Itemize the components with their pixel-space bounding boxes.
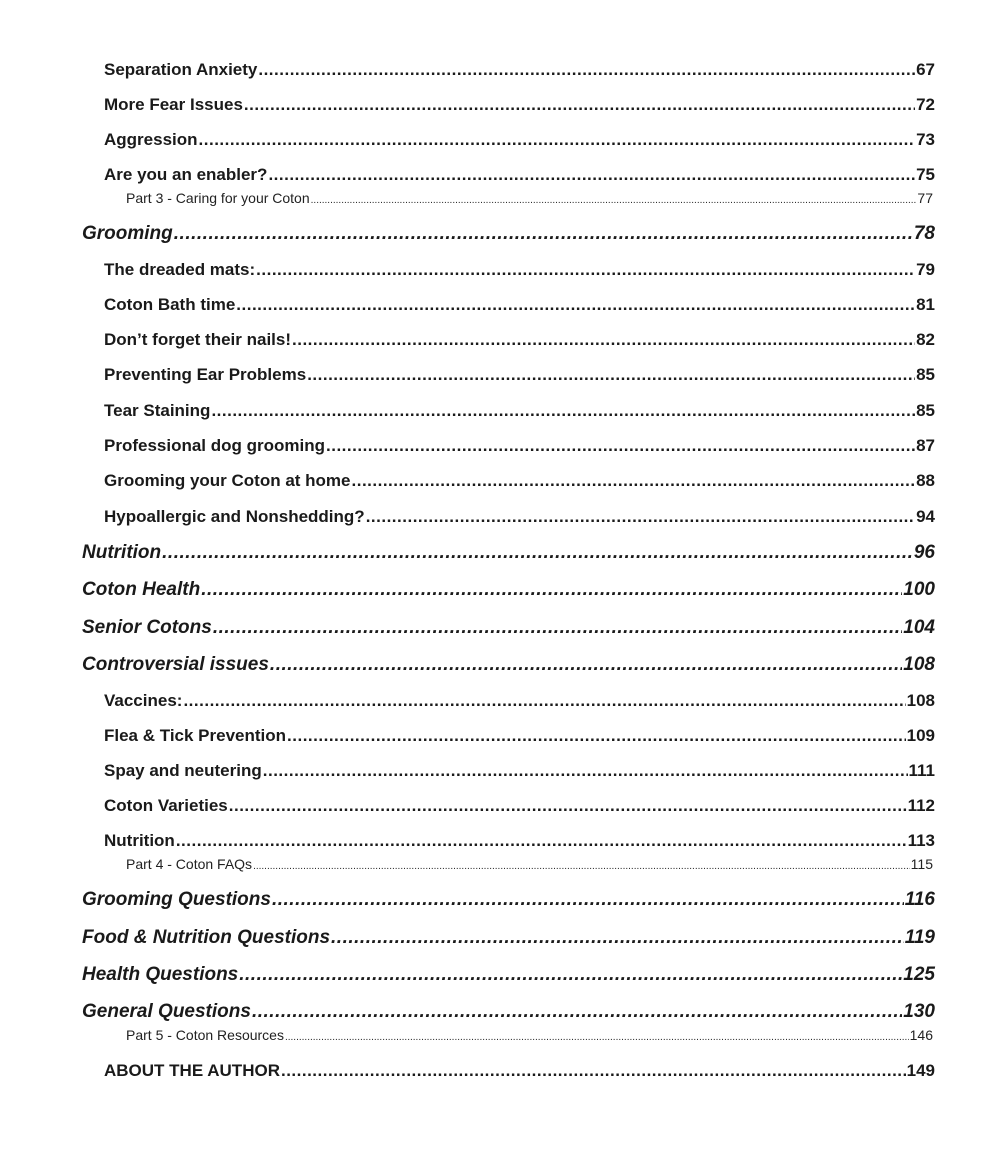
toc-entry-title: Don’t forget their nails!	[104, 330, 291, 349]
toc-entry-page: 112	[907, 796, 935, 815]
toc-entry-page: 125	[903, 964, 935, 985]
toc-entry-title: Coton Varieties	[104, 796, 228, 815]
dot-leader	[292, 330, 915, 350]
toc-entry-page: 67	[916, 60, 935, 79]
toc-entry-title: Senior Cotons	[82, 617, 212, 638]
toc-entry-title: Food & Nutrition Questions	[82, 927, 331, 948]
toc-entry[interactable]	[104, 130, 935, 150]
toc-entry[interactable]	[104, 796, 935, 816]
toc-entry-page: 108	[906, 691, 935, 710]
dot-leader	[366, 507, 915, 527]
toc-entry-page: 87	[916, 436, 935, 455]
toc-entry-title: The dreaded mats:	[104, 260, 256, 279]
toc-entry-title: ABOUT THE AUTHOR	[104, 1061, 280, 1080]
toc-entry-page: 82	[916, 330, 935, 349]
dot-leader	[211, 401, 915, 421]
toc-entry-title: More Fear Issues	[104, 95, 243, 114]
dot-leader	[263, 761, 908, 781]
toc-entry-title: General Questions	[82, 1001, 251, 1022]
toc-entry-page: 75	[916, 165, 935, 184]
toc-entry-page: 85	[916, 365, 935, 384]
toc-entry[interactable]	[104, 471, 935, 491]
toc-entry-title: Part 5 - Coton Resources	[126, 1027, 284, 1043]
dot-leader	[176, 831, 907, 851]
dot-leader	[268, 165, 915, 185]
toc-entry-page: 100	[903, 579, 935, 600]
dot-leader	[174, 223, 913, 245]
dot-leader	[352, 471, 916, 491]
toc-entry[interactable]	[104, 831, 935, 851]
toc-chapter-entry[interactable]	[82, 223, 935, 245]
dot-leader	[201, 579, 902, 601]
toc-entry-title: Coton Bath time	[104, 295, 236, 314]
toc-chapter-entry[interactable]	[82, 579, 935, 601]
toc-part-entry[interactable]	[126, 190, 933, 206]
toc-chapter-entry[interactable]	[82, 542, 935, 564]
toc-entry-title: Preventing Ear Problems	[104, 365, 307, 384]
dot-leader	[213, 617, 902, 639]
toc-entry[interactable]	[104, 726, 935, 746]
toc-entry-page: 72	[916, 95, 935, 114]
toc-entry[interactable]	[104, 165, 935, 185]
dot-leader	[244, 95, 915, 115]
toc-entry-title: Vaccines:	[104, 691, 183, 710]
toc-entry[interactable]	[104, 761, 935, 781]
toc-entry[interactable]	[104, 260, 935, 280]
toc-entry[interactable]	[104, 330, 935, 350]
toc-entry-page: 81	[916, 295, 935, 314]
toc-entry[interactable]	[104, 1061, 935, 1081]
toc-part-entry[interactable]	[126, 1027, 933, 1043]
dot-leader	[252, 1001, 902, 1023]
toc-entry-title: Are you an enabler?	[104, 165, 268, 184]
toc-entry-page: 146	[909, 1027, 933, 1043]
toc-entry-page: 78	[913, 223, 935, 244]
toc-chapter-entry[interactable]	[82, 617, 935, 639]
toc-entry-title: Part 4 - Coton FAQs	[126, 856, 253, 872]
dot-leader	[281, 1061, 906, 1081]
dot-leader	[285, 1032, 909, 1043]
toc-entry-page: 94	[916, 507, 935, 526]
toc-entry-page: 119	[904, 927, 935, 948]
toc-entry-title: Part 3 - Caring for your Coton	[126, 190, 310, 206]
toc-entry[interactable]	[104, 295, 935, 315]
toc-entry-page: 113	[907, 831, 935, 850]
toc-entry-page: 109	[906, 726, 935, 745]
dot-leader	[270, 654, 902, 676]
toc-entry[interactable]	[104, 95, 935, 115]
toc-entry-page: 77	[917, 190, 933, 206]
dot-leader	[256, 260, 915, 280]
toc-entry[interactable]	[104, 436, 935, 456]
toc-entry-page: 149	[906, 1061, 935, 1080]
toc-entry-page: 96	[913, 542, 935, 563]
dot-leader	[236, 295, 915, 315]
dot-leader	[272, 889, 904, 911]
dot-leader	[162, 542, 913, 564]
toc-part-entry[interactable]	[126, 856, 933, 872]
toc-entry-title: Aggression	[104, 130, 198, 149]
toc-entry[interactable]	[104, 507, 935, 527]
toc-chapter-entry[interactable]	[82, 889, 935, 911]
toc-entry-page: 115	[910, 856, 933, 872]
dot-leader	[253, 861, 910, 872]
toc-entry-page: 79	[916, 260, 935, 279]
toc-entry[interactable]	[104, 365, 935, 385]
dot-leader	[331, 927, 904, 949]
toc-chapter-entry[interactable]	[82, 927, 935, 949]
toc-entry-page: 104	[903, 617, 935, 638]
dot-leader	[258, 60, 915, 80]
dot-leader	[183, 691, 905, 711]
toc-entry-page: 130	[903, 1001, 935, 1022]
toc-entry-title: Coton Health	[82, 579, 201, 600]
toc-entry-page: 73	[916, 130, 935, 149]
dot-leader	[199, 130, 916, 150]
toc-entry-title: Grooming your Coton at home	[104, 471, 351, 490]
dot-leader	[326, 436, 915, 456]
toc-entry-title: Hypoallergic and Nonshedding?	[104, 507, 365, 526]
toc-chapter-entry[interactable]	[82, 964, 935, 986]
toc-entry[interactable]	[104, 401, 935, 421]
toc-entry-title: Flea & Tick Prevention	[104, 726, 287, 745]
toc-entry[interactable]	[104, 60, 935, 80]
toc-entry-page: 108	[903, 654, 935, 675]
toc-entry-page: 85	[916, 401, 935, 420]
toc-entry-title: Spay and neutering	[104, 761, 262, 780]
toc-entry-page: 88	[916, 471, 935, 490]
toc-chapter-entry[interactable]	[82, 654, 935, 676]
toc-entry-title: Nutrition	[82, 542, 162, 563]
toc-entry-title: Tear Staining	[104, 401, 211, 420]
toc-entry-title: Professional dog grooming	[104, 436, 326, 455]
toc-entry-page: 111	[908, 761, 935, 780]
toc-entry-title: Health Questions	[82, 964, 239, 985]
toc-entry-title: Nutrition	[104, 831, 175, 850]
toc-entry-title: Grooming Questions	[82, 889, 271, 910]
dot-leader	[287, 726, 906, 746]
toc-chapter-entry[interactable]	[82, 1001, 935, 1023]
toc-entry[interactable]	[104, 691, 935, 711]
toc-entry-page: 116	[904, 889, 935, 910]
toc-entry-title: Controversial issues	[82, 654, 269, 675]
toc-entry-title: Separation Anxiety	[104, 60, 258, 79]
dot-leader	[307, 365, 915, 385]
dot-leader	[229, 796, 907, 816]
toc-entry-title: Grooming	[82, 223, 173, 244]
dot-leader	[239, 964, 902, 986]
dot-leader	[311, 195, 917, 206]
